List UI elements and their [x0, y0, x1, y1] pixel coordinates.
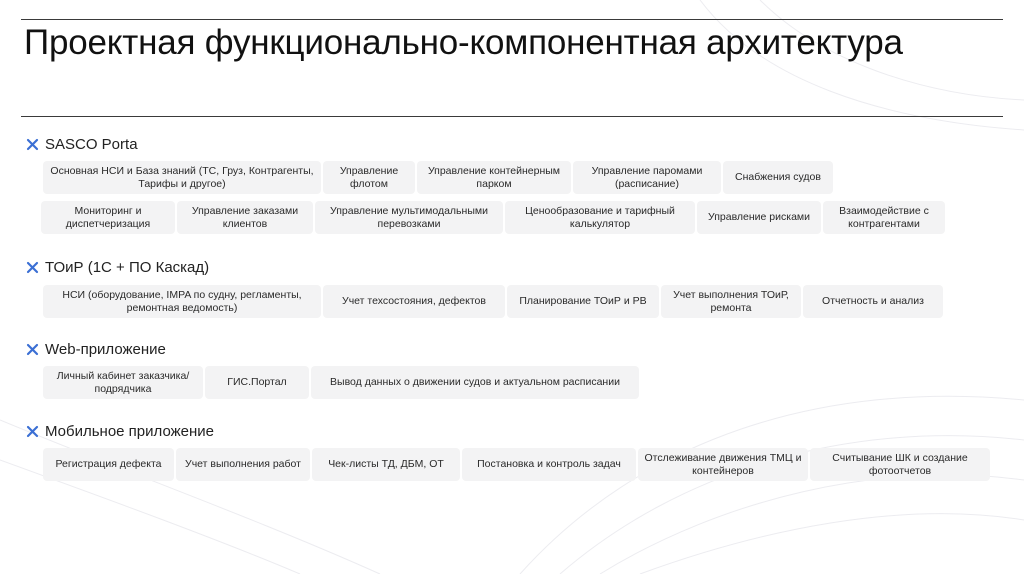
- component-chip: Управление контейнерным парком: [417, 161, 571, 194]
- component-chip: Учет техсостояния, дефектов: [323, 285, 505, 318]
- component-chip: Учет выполнения ТОиР, ремонта: [661, 285, 801, 318]
- component-chip: Управление рисками: [697, 201, 821, 234]
- component-chip: Личный кабинет заказчика/подрядчика: [43, 366, 203, 399]
- section-header-web-app: [26, 341, 166, 358]
- component-chip: Взаимодействие с контрагентами: [823, 201, 945, 234]
- cross-arrows-icon: [26, 138, 39, 151]
- section-label: ТОиР (1С + ПО Каскад): [45, 259, 210, 276]
- component-chip: Считывание ШК и создание фотоотчетов: [810, 448, 990, 481]
- component-chip: Учет выполнения работ: [176, 448, 310, 481]
- title-rule: [21, 116, 1003, 117]
- component-chip: Мониторинг и диспетчеризация: [41, 201, 175, 234]
- component-chip: Чек-листы ТД, ДБМ, ОТ: [312, 448, 460, 481]
- component-chip: НСИ (оборудование, IMPA по судну, регламенты, ремонтная ведомость): [43, 285, 321, 318]
- section-label: SASCO Porta: [45, 136, 138, 153]
- component-chip: Основная НСИ и База знаний (ТС, Груз, Контрагенты, Тарифы и другое): [43, 161, 321, 194]
- cross-arrows-icon: [26, 343, 39, 356]
- cross-arrows-icon: [26, 261, 39, 274]
- page-title: Проектная функционально-компонентная архитектура: [24, 23, 903, 62]
- component-chip: Регистрация дефекта: [43, 448, 174, 481]
- section-header-toir: [26, 259, 209, 276]
- section-header-sasco-porta: [26, 136, 138, 153]
- component-chip: Отслеживание движения ТМЦ и контейнеров: [638, 448, 808, 481]
- component-chip: Вывод данных о движении судов и актуальном расписании: [311, 366, 639, 399]
- cross-arrows-icon: [26, 425, 39, 438]
- component-chip: Планирование ТОиР и РВ: [507, 285, 659, 318]
- component-chip: Управление паромами (расписание): [573, 161, 721, 194]
- component-chip: Постановка и контроль задач: [462, 448, 636, 481]
- section-label: Web-приложение: [45, 341, 166, 358]
- component-chip: Управление мультимодальными перевозками: [315, 201, 503, 234]
- component-chip: Отчетность и анализ: [803, 285, 943, 318]
- top-rule: [21, 19, 1003, 20]
- section-label: Мобильное приложение: [45, 423, 214, 440]
- section-header-mobile-app: [26, 423, 214, 440]
- component-chip: Управление флотом: [323, 161, 415, 194]
- component-chip: Снабжения судов: [723, 161, 833, 194]
- component-chip: Управление заказами клиентов: [177, 201, 313, 234]
- component-chip: ГИС.Портал: [205, 366, 309, 399]
- component-chip: Ценообразование и тарифный калькулятор: [505, 201, 695, 234]
